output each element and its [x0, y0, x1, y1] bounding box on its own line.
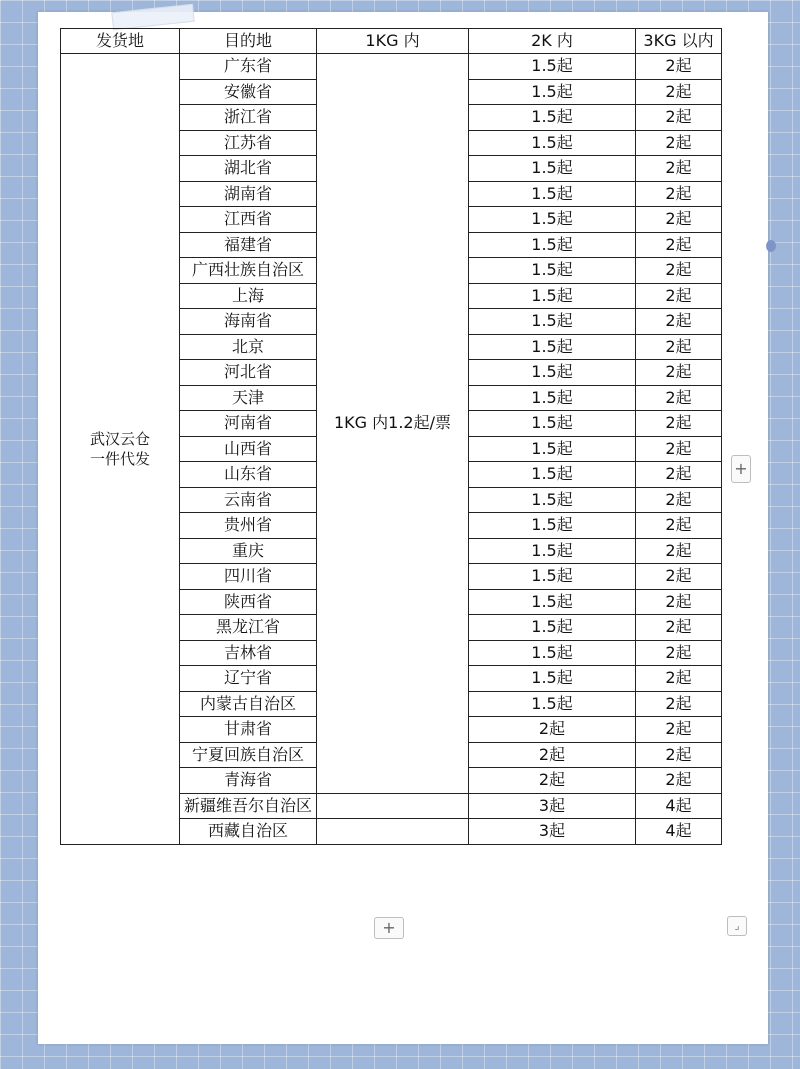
kg2-price-cell[interactable]: 1.5起: [469, 487, 636, 513]
kg2-price-cell[interactable]: 1.5起: [469, 640, 636, 666]
kg3-price-cell[interactable]: 2起: [636, 717, 722, 743]
kg3-price-cell[interactable]: 2起: [636, 105, 722, 131]
kg3-price-cell[interactable]: 2起: [636, 130, 722, 156]
kg2-price-cell[interactable]: 1.5起: [469, 181, 636, 207]
destination-cell[interactable]: 上海: [180, 283, 317, 309]
kg3-price-cell[interactable]: 2起: [636, 538, 722, 564]
destination-cell[interactable]: 四川省: [180, 564, 317, 590]
kg2-price-cell[interactable]: 1.5起: [469, 105, 636, 131]
kg2-price-cell[interactable]: 1.5起: [469, 411, 636, 437]
destination-cell[interactable]: 湖南省: [180, 181, 317, 207]
kg1-price-cell[interactable]: [317, 793, 469, 819]
kg2-price-cell[interactable]: 1.5起: [469, 79, 636, 105]
kg2-price-cell[interactable]: 1.5起: [469, 436, 636, 462]
kg2-price-cell[interactable]: 1.5起: [469, 666, 636, 692]
add-column-button[interactable]: +: [731, 455, 751, 483]
kg3-price-cell[interactable]: 2起: [636, 589, 722, 615]
destination-cell[interactable]: 安徽省: [180, 79, 317, 105]
kg3-price-cell[interactable]: 2起: [636, 691, 722, 717]
destination-cell[interactable]: 西藏自治区: [180, 819, 317, 845]
destination-cell[interactable]: 湖北省: [180, 156, 317, 182]
kg3-price-cell[interactable]: 2起: [636, 411, 722, 437]
kg2-price-cell[interactable]: 1.5起: [469, 156, 636, 182]
header-3kg[interactable]: 3KG 以内: [636, 29, 722, 54]
destination-cell[interactable]: 浙江省: [180, 105, 317, 131]
kg2-price-cell[interactable]: 1.5起: [469, 615, 636, 641]
destination-cell[interactable]: 河北省: [180, 360, 317, 386]
destination-cell[interactable]: 江西省: [180, 207, 317, 233]
destination-cell[interactable]: 贵州省: [180, 513, 317, 539]
destination-cell[interactable]: 辽宁省: [180, 666, 317, 692]
kg3-price-cell[interactable]: 2起: [636, 156, 722, 182]
kg2-price-cell[interactable]: 2起: [469, 768, 636, 794]
kg1-merged-cell[interactable]: 1KG 内1.2起/票: [317, 54, 469, 794]
kg3-price-cell[interactable]: 2起: [636, 54, 722, 80]
kg3-price-cell[interactable]: 2起: [636, 768, 722, 794]
kg3-price-cell[interactable]: 2起: [636, 79, 722, 105]
destination-cell[interactable]: 宁夏回族自治区: [180, 742, 317, 768]
kg2-price-cell[interactable]: 1.5起: [469, 360, 636, 386]
kg2-price-cell[interactable]: 1.5起: [469, 564, 636, 590]
kg3-price-cell[interactable]: 2起: [636, 334, 722, 360]
kg3-price-cell[interactable]: 2起: [636, 436, 722, 462]
table-header-row: [61, 29, 722, 54]
destination-cell[interactable]: 陕西省: [180, 589, 317, 615]
kg3-price-cell[interactable]: 2起: [636, 742, 722, 768]
destination-cell[interactable]: 山西省: [180, 436, 317, 462]
kg3-price-cell[interactable]: 2起: [636, 462, 722, 488]
kg2-price-cell[interactable]: 1.5起: [469, 334, 636, 360]
kg2-price-cell[interactable]: 1.5起: [469, 538, 636, 564]
shipping-price-table: [60, 28, 722, 845]
destination-cell[interactable]: 广东省: [180, 54, 317, 80]
destination-cell[interactable]: 吉林省: [180, 640, 317, 666]
table-row: [61, 54, 722, 80]
destination-cell[interactable]: 新疆维吾尔自治区: [180, 793, 317, 819]
kg2-price-cell[interactable]: 1.5起: [469, 54, 636, 80]
destination-cell[interactable]: 黑龙江省: [180, 615, 317, 641]
kg3-price-cell[interactable]: 2起: [636, 309, 722, 335]
destination-cell[interactable]: 云南省: [180, 487, 317, 513]
kg2-price-cell[interactable]: 1.5起: [469, 232, 636, 258]
kg2-price-cell[interactable]: 1.5起: [469, 283, 636, 309]
destination-cell[interactable]: 甘肃省: [180, 717, 317, 743]
kg3-price-cell[interactable]: 2起: [636, 207, 722, 233]
kg1-price-cell[interactable]: [317, 819, 469, 845]
kg2-price-cell[interactable]: 1.5起: [469, 589, 636, 615]
destination-cell[interactable]: 重庆: [180, 538, 317, 564]
kg2-price-cell[interactable]: 1.5起: [469, 513, 636, 539]
kg3-price-cell[interactable]: 2起: [636, 666, 722, 692]
destination-cell[interactable]: 广西壮族自治区: [180, 258, 317, 284]
destination-cell[interactable]: 北京: [180, 334, 317, 360]
kg2-price-cell[interactable]: 1.5起: [469, 691, 636, 717]
origin-line: 一件代发: [89, 449, 150, 468]
kg2-price-cell[interactable]: 3起: [469, 793, 636, 819]
destination-cell[interactable]: 青海省: [180, 768, 317, 794]
destination-cell[interactable]: 河南省: [180, 411, 317, 437]
kg2-price-cell[interactable]: 1.5起: [469, 258, 636, 284]
kg3-price-cell[interactable]: 2起: [636, 564, 722, 590]
kg3-price-cell[interactable]: 2起: [636, 360, 722, 386]
kg3-price-cell[interactable]: 2起: [636, 615, 722, 641]
destination-cell[interactable]: 福建省: [180, 232, 317, 258]
kg3-price-cell[interactable]: 4起: [636, 819, 722, 845]
header-destination[interactable]: 目的地: [180, 29, 317, 54]
kg3-price-cell[interactable]: 2起: [636, 258, 722, 284]
header-origin[interactable]: 发货地: [61, 29, 180, 54]
kg3-price-cell[interactable]: 2起: [636, 487, 722, 513]
kg3-price-cell[interactable]: 2起: [636, 385, 722, 411]
kg2-price-cell[interactable]: 2起: [469, 742, 636, 768]
kg3-price-cell[interactable]: 4起: [636, 793, 722, 819]
table-body: [61, 54, 722, 845]
background-dot: [766, 240, 776, 252]
kg3-price-cell[interactable]: 2起: [636, 232, 722, 258]
origin-line: 武汉云仓: [89, 429, 150, 448]
header-2kg[interactable]: 2K 内: [469, 29, 636, 54]
kg2-price-cell[interactable]: 2起: [469, 717, 636, 743]
kg2-price-cell[interactable]: 1.5起: [469, 385, 636, 411]
kg3-price-cell[interactable]: 2起: [636, 181, 722, 207]
kg2-price-cell[interactable]: 1.5起: [469, 130, 636, 156]
kg3-price-cell[interactable]: 2起: [636, 640, 722, 666]
destination-cell[interactable]: 江苏省: [180, 130, 317, 156]
destination-cell[interactable]: 天津: [180, 385, 317, 411]
origin-cell[interactable]: [61, 54, 180, 845]
kg2-price-cell[interactable]: 1.5起: [469, 207, 636, 233]
add-row-button[interactable]: +: [374, 917, 404, 939]
kg3-price-cell[interactable]: 2起: [636, 513, 722, 539]
kg3-price-cell[interactable]: 2起: [636, 283, 722, 309]
destination-cell[interactable]: 山东省: [180, 462, 317, 488]
destination-cell[interactable]: 内蒙古自治区: [180, 691, 317, 717]
table-resize-handle[interactable]: ⌟: [727, 916, 747, 936]
kg2-price-cell[interactable]: 1.5起: [469, 462, 636, 488]
destination-cell[interactable]: 海南省: [180, 309, 317, 335]
kg2-price-cell[interactable]: 3起: [469, 819, 636, 845]
kg2-price-cell[interactable]: 1.5起: [469, 309, 636, 335]
header-1kg[interactable]: 1KG 内: [317, 29, 469, 54]
